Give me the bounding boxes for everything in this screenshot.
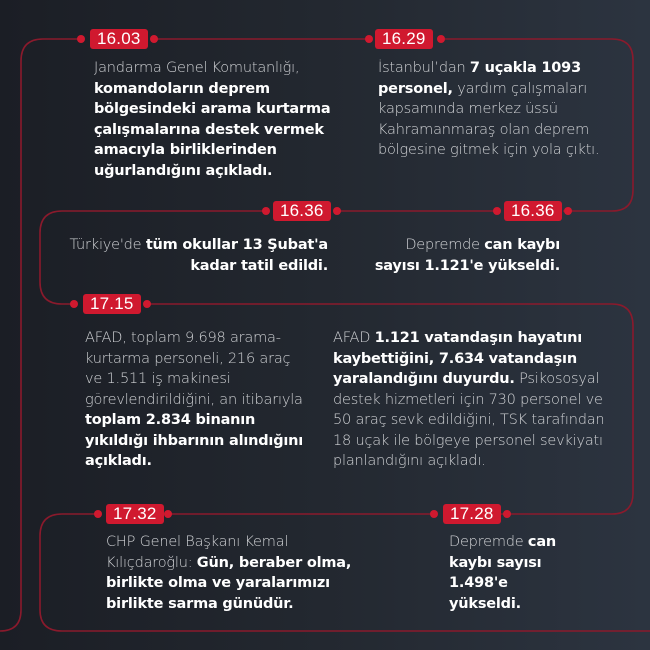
time-badge-1636-schools: 16.36: [273, 201, 331, 221]
timeline-dot: [150, 35, 158, 43]
time-badge-1715: 17.15: [83, 294, 141, 314]
entry-1732-text: CHP Genel Başkanı Kemal Kılıçdaroğlu: Gün, beraber olma, birlikte olma ve yaralarımızı birlikte sarma günüdür.: [106, 534, 352, 612]
timeline-dot: [503, 510, 511, 518]
timeline-dot: [70, 300, 78, 308]
entry-1715-afad-text: AFAD, toplam 9.698 arama-kurtarma personeli, 216 araç ve 1.511 iş makinesi görevlendirildiğini, an itibarıyla toplam 2.834 binanın yıkıldığı ihbarının alındığını açıkladı.: [85, 330, 304, 469]
timeline-dot: [262, 207, 270, 215]
timeline-dot: [430, 510, 438, 518]
entry-1636-schools-text: Türkiye'de tüm okullar 13 Şubat'a kadar tatil edildi.: [69, 237, 328, 274]
timeline-dot: [564, 207, 572, 215]
timeline-dot: [493, 207, 501, 215]
time-badge-1728: 17.28: [443, 504, 501, 524]
timeline-dot: [77, 35, 85, 43]
time-badge-1603: 16.03: [90, 29, 148, 49]
time-badge-1732: 17.32: [106, 504, 164, 524]
entry-1715-afad-casualties-text: AFAD 1.121 vatandaşın hayatını kaybettiğini, 7.634 vatandaşın yaralandığını duyurdu. Psikososyal destek hizmetleri için 730 personel ve 50 araç sevk edildiğini, TSK tarafından 18 uçak ile bölgeye personel sevkiyatı planlandığını açıkladı.: [333, 330, 605, 469]
entry-1629-text: İstanbul’dan 7 uçakla 1093 personel, yardım çalışmaları kapsamında merkez üssü Kahramanmaraş olan deprem bölgesine gitmek için yola çıktı.: [378, 60, 600, 158]
time-badge-1629: 16.29: [375, 29, 433, 49]
entry-1636-casualties-text: Depremde can kaybı sayısı 1.121'e yükseldi.: [374, 237, 560, 274]
timeline-dot: [143, 300, 151, 308]
timeline-dot: [94, 510, 102, 518]
entry-1728-text: Depremde can kaybı sayısı 1.498'e yükseldi.: [449, 534, 557, 612]
timeline-dot: [333, 207, 341, 215]
timeline-dot: [437, 35, 445, 43]
timeline-dot: [164, 510, 172, 518]
time-badge-1636-casualties: 16.36: [504, 201, 562, 221]
entry-1603-text: Jandarma Genel Komutanlığı, komandoların deprem bölgesindeki arama kurtarma çalışmalarına destek vermek amacıyla birliklerinden uğurlandığını açıkladı.: [94, 60, 331, 179]
timeline-dot: [365, 35, 373, 43]
